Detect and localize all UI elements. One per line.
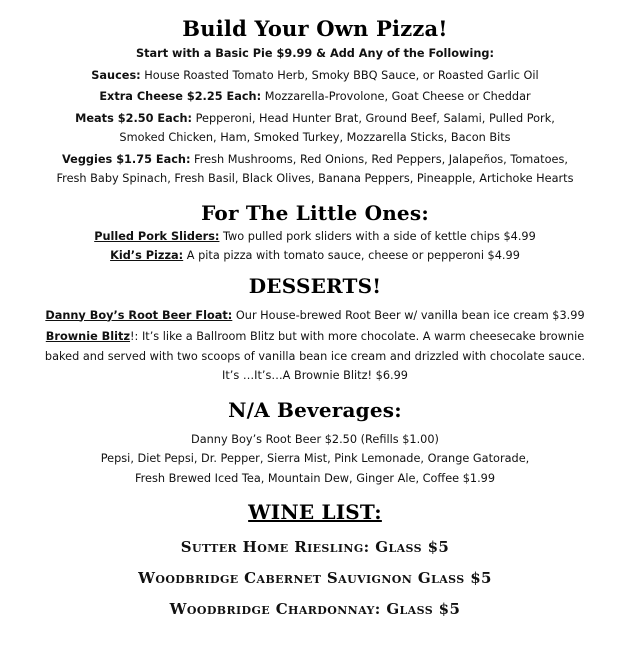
sauces-line <box>0 66 630 86</box>
wine-item: Sutter Home Riesling: Glass $5 <box>180 538 450 556</box>
float-text: Our House-brewed Root Beer w/ vanilla bean ice cream $3.99 <box>232 308 585 322</box>
kids-pizza-text: A pita pizza with tomato sauce, cheese or pepperoni $4.99 <box>183 249 520 262</box>
brownie-line <box>0 327 630 347</box>
float-line <box>0 306 630 326</box>
brownie-text: !: It’s like a Ballroom Blitz but with more chocolate. A warm cheesecake brownie <box>130 330 585 343</box>
wine-item: Woodbridge Cabernet Sauvignon Glass $5 <box>138 569 492 587</box>
beverage-line-1: Danny Boy’s Root Beer $2.50 (Refills $1.00) <box>191 432 439 446</box>
wine-heading: WINE LIST: <box>248 500 382 524</box>
sliders-line <box>0 227 630 247</box>
kids-pizza-line <box>0 246 630 266</box>
beverage-line-2: Pepsi, Diet Pepsi, Dr. Pepper, Sierra Mist, Pink Lemonade, Orange Gatorade, <box>100 452 530 465</box>
cheese-text: Mozzarella-Provolone, Goat Cheese or Cheddar <box>261 90 531 103</box>
pizza-subtitle: Start with a Basic Pie $9.99 & Add Any of the Following: <box>135 47 495 60</box>
float-label: Danny Boy’s Root Beer Float: <box>45 308 233 322</box>
beverage-line-3: Fresh Brewed Iced Tea, Mountain Dew, Ginger Ale, Coffee $1.99 <box>134 471 496 485</box>
veggies-text: Fresh Mushrooms, Red Onions, Red Peppers, Jalapeños, Tomatoes, <box>190 152 568 166</box>
beverages-heading: N/A Beverages: <box>228 397 402 422</box>
veggies-line <box>0 150 630 170</box>
sliders-text: Two pulled pork sliders with a side of kettle chips $4.99 <box>219 229 536 243</box>
veggies-label: Veggies $1.75 Each: <box>62 152 191 166</box>
wine-item: Woodbridge Chardonnay: Glass $5 <box>169 600 461 618</box>
meats-line <box>0 109 630 129</box>
kids-pizza-label: Kid’s Pizza: <box>110 249 184 262</box>
desserts-heading: DESSERTS! <box>248 273 382 298</box>
cheese-line <box>0 87 630 107</box>
sauces-label: Sauces: <box>91 68 141 82</box>
veggies-line-2: Fresh Baby Spinach, Fresh Basil, Black Olives, Banana Peppers, Pineapple, Artichoke Hearts <box>56 172 574 185</box>
meats-line-2: Smoked Chicken, Ham, Smoked Turkey, Mozzarella Sticks, Bacon Bits <box>119 131 511 144</box>
brownie-line-2: baked and served with two scoops of vanilla bean ice cream and drizzled with chocolate sauce. <box>44 349 586 363</box>
meats-text: Pepperoni, Head Hunter Brat, Ground Beef, Salami, Pulled Pork, <box>192 111 555 125</box>
sliders-label: Pulled Pork Sliders: <box>94 229 220 243</box>
pizza-heading: Build Your Own Pizza! <box>182 16 448 41</box>
brownie-line-3: It’s …It’s…A Brownie Blitz! $6.99 <box>222 369 408 382</box>
cheese-label: Extra Cheese $2.25 Each: <box>99 90 262 103</box>
kids-heading: For The Little Ones: <box>201 200 429 225</box>
meats-label: Meats $2.50 Each: <box>75 111 193 125</box>
brownie-label: Brownie Blitz <box>45 330 131 343</box>
sauces-text: House Roasted Tomato Herb, Smoky BBQ Sauce, or Roasted Garlic Oil <box>140 68 539 82</box>
